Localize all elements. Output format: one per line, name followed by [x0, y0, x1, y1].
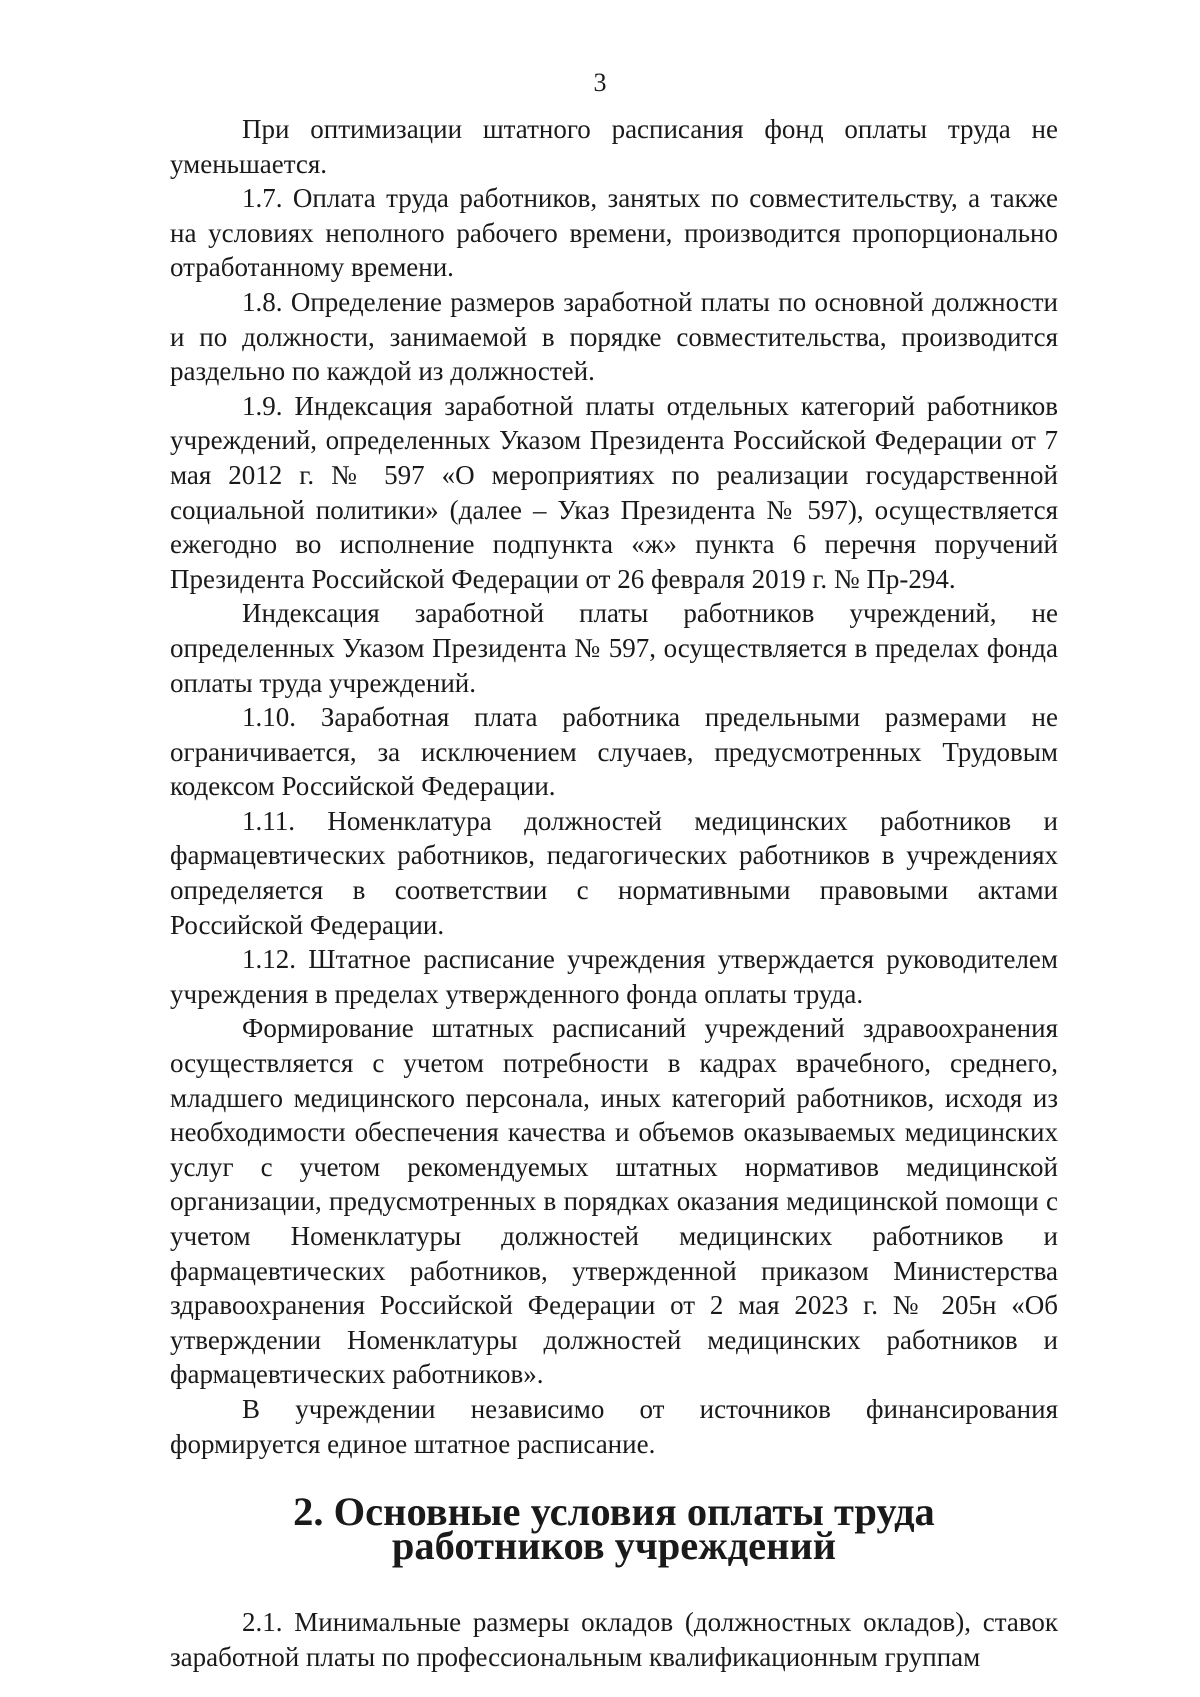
paragraph-1-12: 1.12. Штатное расписание учреждения утверждается руководителем учреждения в пределах утвержденного фонда оплаты труда.: [170, 944, 1058, 1009]
paragraph-1-10: 1.10. Заработная плата работника предельными размерами не ограничивается, за исключением случаев, предусмотренных Трудовым кодексом Российской Федерации.: [170, 702, 1058, 802]
paragraph-payroll-fund: При оптимизации штатного расписания фонд оплаты труда не уменьшается.: [170, 114, 1058, 179]
paragraph-1-9: 1.9. Индексация заработной платы отдельных категорий работников учреждений, определенных Указом Президента Российской Федерации от 7 мая 2012 г. № 597 «О мероприятиях по реализации государственной социальной политики» (далее – Указ Президента № 597), осуществляется ежегодно во исполнение подпункта «ж» пункта 6 перечня поручений Президента Российской Федерации от 26 февраля 2019 г. № Пр-294.: [170, 390, 1058, 594]
section-heading-line-1: 2. Основные условия оплаты труда: [293, 1489, 935, 1535]
page-number: 3: [593, 68, 607, 97]
paragraph-1-11: 1.11. Номенклатура должностей медицинских работников и фармацевтических работников, педагогических работников в учреждениях определяется в соответствии с нормативными правовыми актами Российской Федерации.: [170, 805, 1058, 940]
paragraph-unified-schedule: В учреждении независимо от источников финансирования формируется единое штатное расписание.: [170, 1393, 1058, 1459]
paragraph-2-1: 2.1. Минимальные размеры окладов (должностных окладов), ставок заработной платы по профессиональным квалификационным группам: [170, 1607, 1058, 1672]
document-body: [170, 112, 1058, 1674]
section-heading-line-2: работников учреждений: [391, 1523, 837, 1569]
paragraph-1-7: 1.7. Оплата труда работников, занятых по совместительству, а также на условиях неполного рабочего времени, производится пропорционально отработанному времени.: [170, 183, 1058, 283]
section-heading: [170, 1489, 1058, 1569]
paragraph-1-8: 1.8. Определение размеров заработной платы по основной должности и по должности, занимаемой в порядке совместительства, производится раздельно по каждой из должностей.: [170, 286, 1058, 387]
paragraph-indexation: Индексация заработной платы работников учреждений, не определенных Указом Президента № 597, осуществляется в пределах фонда оплаты труда учреждений.: [170, 598, 1058, 698]
paragraph-staffing-formation: Формирование штатных расписаний учреждений здравоохранения осуществляется с учетом потребности в кадрах врачебного, среднего, младшего медицинского персонала, иных категорий работников, исходя из необходимости обеспечения качества и объемов оказываемых медицинских услуг с учетом рекомендуемых штатных нормативов медицинской организации, предусмотренных в порядках оказания медицинской помощи с учетом Номенклатуры должностей медицинских работников и фармацевтических работников, утвержденной приказом Министерства здравоохранения Российской Федерации от 2 мая 2023 г. № 205н «Об утверждении Номенклатуры должностей медицинских работников и фармацевтических работников».: [170, 1013, 1058, 1390]
